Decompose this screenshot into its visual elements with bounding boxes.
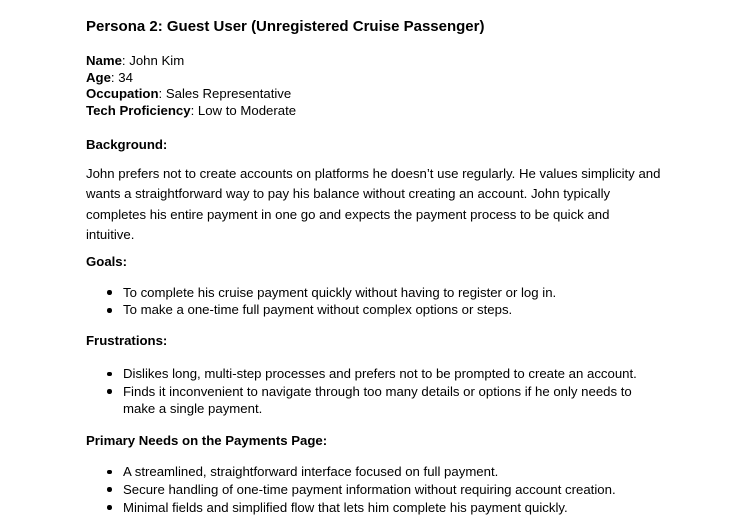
bullet-list <box>86 284 661 320</box>
section-heading: Background: <box>86 136 168 152</box>
bullet-item: Dislikes long, multi-step processes and prefers not to be prompted to create an account. <box>86 365 661 383</box>
attribute-row: Name: John Kim <box>86 53 185 68</box>
attributes-block <box>86 53 661 120</box>
sections-container <box>86 137 661 517</box>
section-heading: Primary Needs on the Payments Page: <box>86 433 328 449</box>
bullet-item: To complete his cruise payment quickly without having to register or log in. <box>86 284 661 302</box>
attribute-label: Occupation <box>86 86 159 102</box>
bullet-list <box>86 463 661 516</box>
section-background <box>86 137 661 246</box>
attribute-row: Tech Proficiency: Low to Moderate <box>86 103 297 119</box>
bullet-item: Minimal fields and simplified flow that lets him complete his payment quickly. <box>86 499 661 517</box>
attribute-row: Occupation: Sales Representative <box>86 86 292 102</box>
attribute-label: Age <box>86 69 111 85</box>
attribute-row: Age: 34 <box>86 69 133 85</box>
bullet-item: Finds it inconvenient to navigate through too many details or options if he only needs to make a single payment. <box>86 383 661 419</box>
section-frustrations <box>86 333 661 418</box>
section-primary-needs-on-the-payments-page <box>86 433 661 516</box>
section-paragraph: John prefers not to create accounts on platforms he doesn’t use regularly. He values simplicity and wants a straightforward way to pay his balance without creating an account. John typically completes his entire payment in one go and expects the payment process to be quick and intuitive. <box>86 165 661 243</box>
attribute-label: Name <box>86 53 122 68</box>
attribute-label: Tech Proficiency <box>86 103 191 119</box>
bullet-item: To make a one-time full payment without complex options or steps. <box>86 301 661 319</box>
bullet-list <box>86 365 661 418</box>
section-heading: Goals: <box>86 253 128 269</box>
bullet-item: Secure handling of one-time payment information without requiring account creation. <box>86 481 661 499</box>
page-title: Persona 2: Guest User (Unregistered Cruise Passenger) <box>86 18 485 35</box>
section-heading: Frustrations: <box>86 333 168 349</box>
bullet-item: A streamlined, straightforward interface focused on full payment. <box>86 463 661 481</box>
section-goals <box>86 254 661 319</box>
